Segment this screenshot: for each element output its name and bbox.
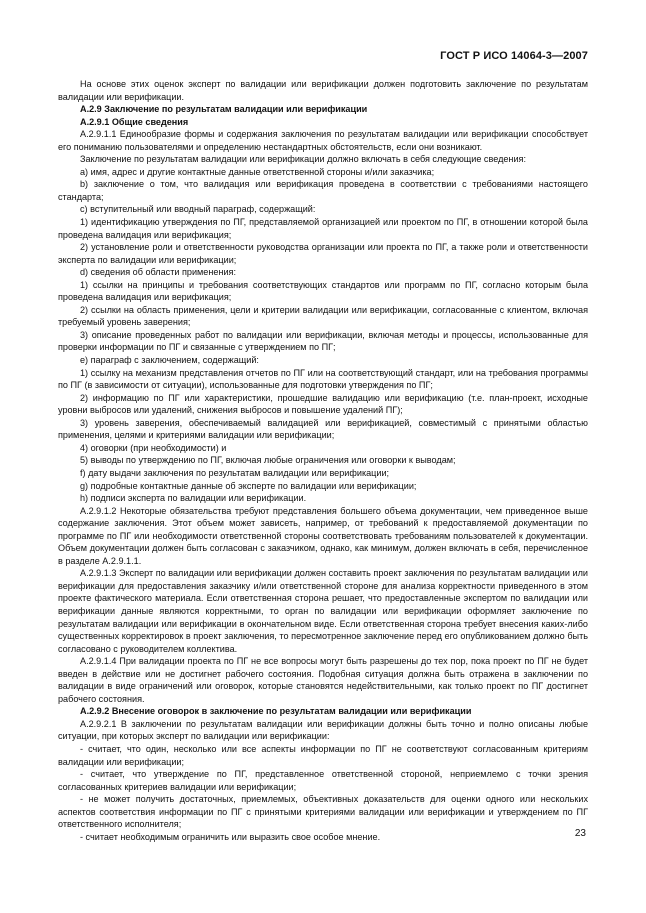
- page-number: 23: [574, 828, 586, 839]
- paragraph: 2) информацию по ПГ или характеристики, прошедшие валидацию или верификацию (т.е. план-проект, исходные уровни выбросов или удалений, снижения выбросов и повышение удалений ПГ);: [58, 392, 588, 416]
- document-header: ГОСТ Р ИСО 14064-3—2007: [440, 50, 588, 62]
- paragraph: - не может получить достаточных, приемлемых, объективных доказательств для оценки одного или нескольких аспектов соответствия информации по ПГ с принятыми критериями валидации или верификации и утверждением по ПГ ответственного исполнителя;: [58, 794, 588, 830]
- paragraph: g) подробные контактные данные об эксперте по валидации или верификации;: [80, 480, 417, 491]
- paragraph: a) имя, адрес и другие контактные данные ответственной стороны и/или заказчика;: [80, 166, 435, 177]
- paragraph: 5) выводы по утверждению по ПГ, включая любые ограничения или оговорки к выводам;: [80, 455, 456, 466]
- section-heading: A.2.9.2 Внесение оговорок в заключение по результатам валидации или верификации: [80, 706, 472, 717]
- section-heading: A.2.9.1 Общие сведения: [80, 116, 189, 127]
- paragraph: b) заключение о том, что валидация или верификация проведена в соответствии с требованиями настоящего стандарта;: [58, 179, 588, 202]
- paragraph: f) дату выдачи заключения по результатам валидации или верификации;: [80, 467, 390, 478]
- document-body: [58, 78, 588, 843]
- paragraph: 3) описание проведенных работ по валидации или верификации, включая методы и процессы, использованные для проверки информации по ПГ и связанные с утверждением по ПГ;: [58, 329, 588, 353]
- paragraph: d) сведения об области применения:: [80, 267, 236, 278]
- paragraph: 1) ссылку на механизм представления отчетов по ПГ или на соответствующий стандарт, или на требования программы по ПГ (в зависимости от ситуации), использованные для подготовки утверждения по ПГ;: [58, 367, 588, 391]
- paragraph: 1) ссылки на принципы и требования соответствующих стандартов или программ по ПГ, согласно которым была проведена валидация или верификация;: [58, 279, 588, 303]
- paragraph: A.2.9.1.3 Эксперт по валидации или верификации должен составить проект заключения по результатам валидации или верификации для предоставления заказчику и/или ответственной стороне для анализа корректности приведенного в этом проекте фактического материала. Если ответственная сторона решает, что предоставленные экспертом по валидации или верификации данные являются корректными, то орган по валидации или верификации оформляет заключение по результатам валидации или верификации в окончательном виде. Если ответственная сторона требует внесения каких-либо существенных корректировок в проект заключения, то пересмотренное заключение перед его опубликованием должно быть согласовано с руководителем коллектива.: [58, 568, 588, 654]
- paragraph: - считает необходимым ограничить или выразить свое особое мнение.: [80, 831, 381, 842]
- paragraph: - считает, что один, несколько или все аспекты информации по ПГ не соответствуют согласованным критериям валидации или верификации;: [58, 743, 588, 767]
- paragraph: 2) ссылки на область применения, цели и критерии валидации или верификации, согласованные с клиентом, включая требуемый уровень заверения;: [58, 304, 588, 328]
- paragraph: - считает, что утверждение по ПГ, представленное ответственной стороной, неприемлемо с точки зрения согласованных критериев валидации или верификации;: [58, 769, 588, 792]
- paragraph: c) вступительный или вводный параграф, содержащий:: [80, 204, 316, 215]
- paragraph: A.2.9.1.2 Некоторые обязательства требуют представления большего объема документации, чем приведенное выше содержание заключения. Этот объем может зависеть, например, от требований к предоставляемой документации по программе по ПГ или необходимости ответственной стороны соответствовать требованиям пользователей к документации. Объем документации должен быть согласован с заказчиком, однако, как минимум, должен включать в себя, перечисленное в разделе A.2.9.1.1.: [58, 505, 588, 566]
- paragraph: e) параграф с заключением, содержащий:: [80, 355, 259, 366]
- paragraph: 1) идентификацию утверждения по ПГ, представляемой организацией или проектом по ПГ, в отношении которой была проведена валидация или верификация;: [58, 217, 588, 240]
- paragraph: A.2.9.2.1 В заключении по результатам валидации или верификации должны быть точно и полно описаны любые ситуации, при которых эксперт по валидации или верификации:: [58, 718, 588, 742]
- paragraph: A.2.9.1.4 При валидации проекта по ПГ не все вопросы могут быть разрешены до тех пор, пока проект по ПГ не будет введен в действие или не достигнет рабочего состояния. Подобная ситуация должна быть отражена в заключении по валидации в виде ограничений или оговорок, которые становятся недействительными, как только проект по ПГ достигнет рабочего состояния.: [58, 656, 588, 704]
- paragraph: 2) установление роли и ответственности руководства организации или проекта по ПГ, а также роли и ответственности эксперта по валидации или верификации;: [58, 242, 588, 265]
- paragraph: h) подписи эксперта по валидации или верификации.: [80, 493, 307, 504]
- paragraph: На основе этих оценок эксперт по валидации или верификации должен подготовить заключение по результатам валидации или верификации.: [58, 79, 588, 102]
- paragraph: 3) уровень заверения, обеспечиваемый валидацией или верификацией, совместимый с принятыми областью применения, целями и критериями валидации или верификации;: [58, 417, 588, 441]
- paragraph: 4) оговорки (при необходимости) и: [80, 442, 227, 453]
- paragraph: Заключение по результатам валидации или верификации должно включать в себя следующие сведения:: [80, 154, 526, 165]
- paragraph: A.2.9.1.1 Единообразие формы и содержания заключения по результатам валидации или верификации способствует его пониманию пользователями и определению нестандартных обстоятельств, если они возникают.: [58, 129, 588, 152]
- section-heading: A.2.9 Заключение по результатам валидации или верификации: [80, 104, 368, 115]
